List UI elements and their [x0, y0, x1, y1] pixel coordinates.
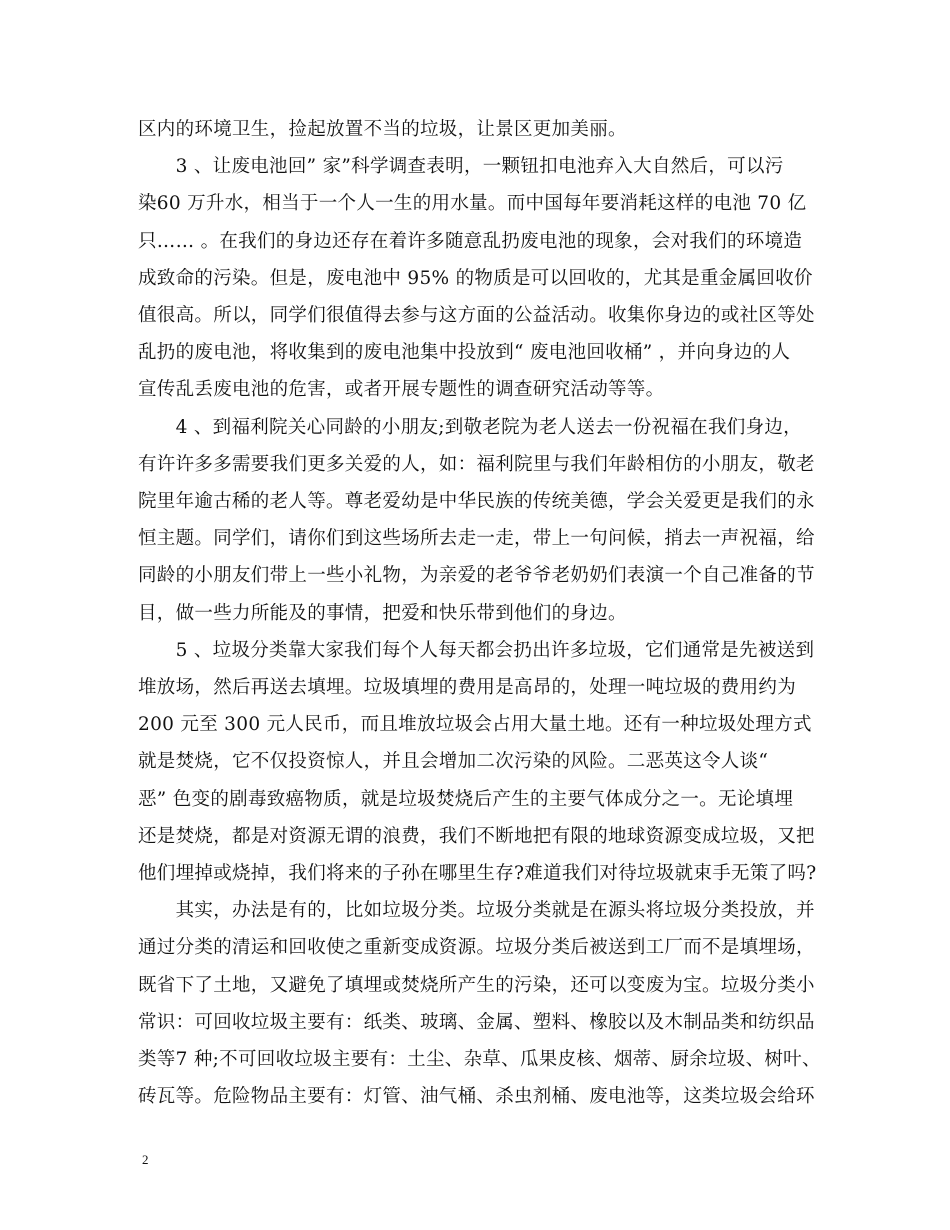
text-line: 有许许多多需要我们更多关爱的人，如：福利院里与我们年龄相仿的小朋友，敬老 [138, 453, 815, 475]
text-line: 成致命的污染。但是，废电池中 95% 的物质是可以回收的，尤其是重金属回收价 [138, 267, 813, 289]
text-line: 砖瓦等。危险物品主要有：灯管、油气桶、杀虫剂桶、废电池等，这类垃圾会给环 [138, 1086, 815, 1108]
text-line: 通过分类的清运和回收使之重新变成资源。垃圾分类后被送到工厂而不是填埋场， [138, 937, 815, 959]
text-line: 院里年逾古稀的老人等。尊老爱幼是中华民族的传统美德，学会关爱更是我们的永 [138, 491, 815, 512]
text-line: 堆放场，然后再送去填埋。垃圾填埋的费用是高昂的，处理一吨垃圾的费用约为 [138, 677, 797, 698]
text-line: 200 元至 300 元人民币，而且堆放垃圾会占用大量土地。还有一种垃圾处理方式 [138, 714, 812, 736]
text-line: 区内的环境卫生，捡起放置不当的垃圾，让景区更加美丽。 [138, 119, 627, 140]
text-line: 同龄的小朋友们带上一些小礼物，为亲爱的老爷爷老奶奶们表演一个自己准备的节 [138, 565, 815, 587]
text-line: 还是焚烧，都是对资源无谓的浪费，我们不断地把有限的地球资源变成垃圾，又把 [138, 825, 815, 847]
text-line: 就是焚烧，它不仅投资惊人，并且会增加二次污染的风险。二恶英这令人谈“ [138, 751, 769, 773]
text-line: 宣传乱丢废电池的危害，或者开展专题性的调查研究活动等等。 [138, 379, 665, 401]
text-line: 他们埋掉或烧掉，我们将来的子孙在哪里生存?难道我们对待垃圾就束手无策了吗? [138, 863, 817, 884]
text-line: 常识：可回收垃圾主要有：纸类、玻璃、金属、塑料、橡胶以及木制品类和纺织品 [138, 1011, 815, 1033]
text-line: 4 、到福利院关心同龄的小朋友;到敬老院为老人送去一份祝福在我们身边， [138, 416, 802, 438]
text-line: 只…… 。在我们的身边还存在着许多随意乱扔废电池的现象，会对我们的环境造 [138, 230, 803, 252]
text-line: 乱扔的废电池，将收集到的废电池集中投放到“ 废电池回收桶” ，并向身边的人 [138, 342, 791, 364]
page-number: 2 [142, 1152, 149, 1168]
text-line: 类等7 种;不可回收垃圾主要有：土尘、杂草、瓜果皮核、烟蒂、厨余垃圾、树叶、 [138, 1049, 821, 1070]
text-line: 5 、垃圾分类靠大家我们每个人每天都会扔出许多垃圾，它们通常是先被送到 [138, 639, 815, 661]
text-line: 其实，办法是有的，比如垃圾分类。垃圾分类就是在源头将垃圾分类投放，并 [138, 900, 815, 922]
text-line: 既省下了土地，又避免了填埋或焚烧所产生的污染，还可以变废为宝。垃圾分类小 [138, 974, 815, 996]
text-line: 染60 万升水，相当于一个人一生的用水量。而中国每年要消耗这样的电池 70 亿 [138, 193, 807, 215]
text-line: 恒主题。同学们，请你们到这些场所去走一走，带上一句问候，捎去一声祝福，给 [138, 528, 815, 550]
text-line: 3 、让废电池回” 家”科学调查表明，一颗钮扣电池弃入大自然后，可以污 [138, 156, 784, 178]
text-line: 恶” 色变的剧毒致癌物质，就是垃圾焚烧后产生的主要气体成分之一。无论填埋 [138, 788, 794, 810]
text-line: 值很高。所以，同学们很值得去参与这方面的公益活动。收集你身边的或社区等处 [138, 305, 815, 326]
text-line: 目，做一些力所能及的事情，把爱和快乐带到他们的身边。 [138, 602, 627, 624]
